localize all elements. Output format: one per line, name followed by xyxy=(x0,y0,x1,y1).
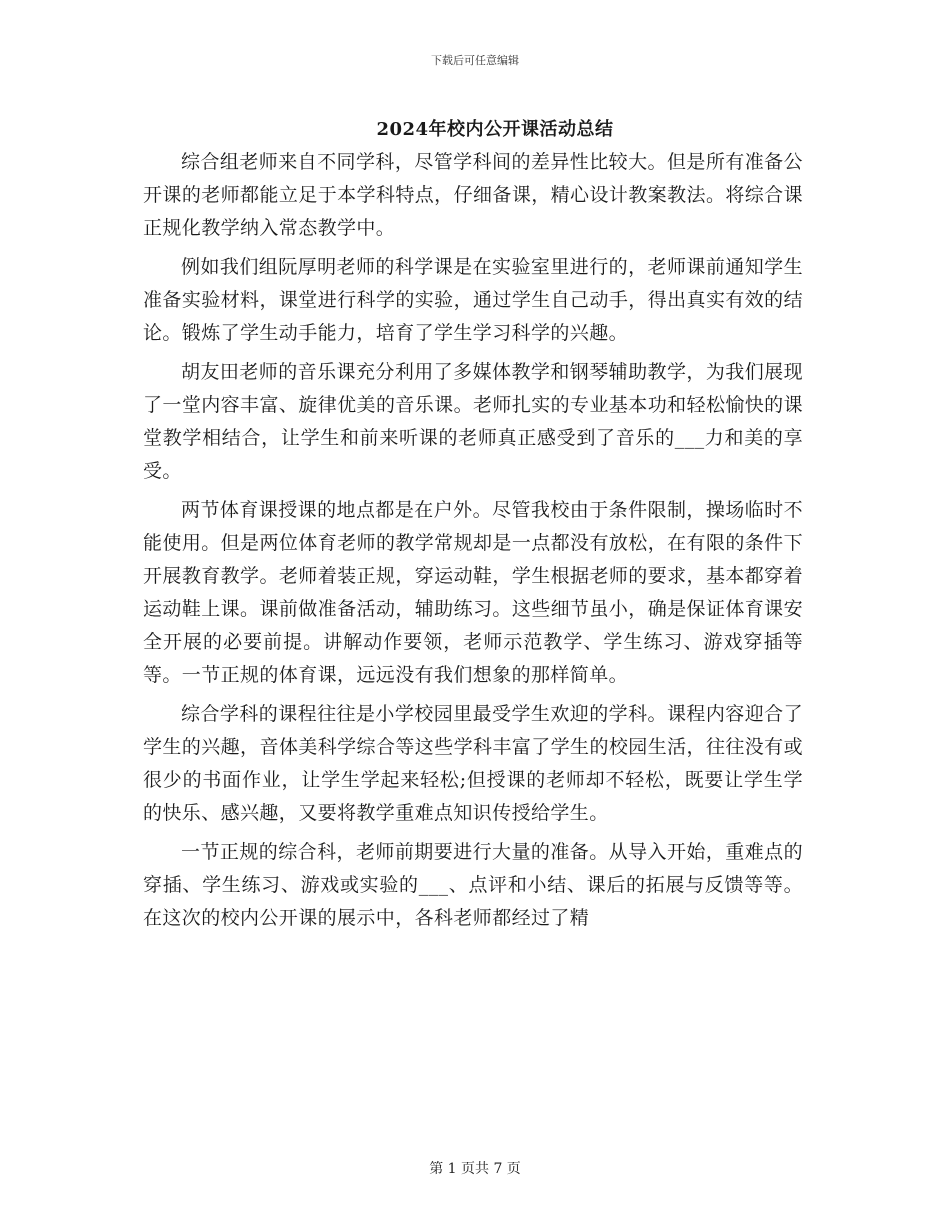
page-footer: 第 1 页共 7 页 xyxy=(429,1161,521,1177)
paragraph: 两节体育课授课的地点都是在户外。尽管我校由于条件限制，操场临时不能使用。但是两位体育老师的教学常规却是一点都没有放松，在有限的条件下开展教育教学。老师着装正规，穿运动鞋，学生根据老师的要求，基本都穿着运动鞋上课。课前做准备活动，辅助练习。这些细节虽小，确是保证体育课安全开展的必要前提。讲解动作要领，老师示范教学、学生练习、游戏穿插等等。一节正规的体育课，远远没有我们想象的那样简单。 xyxy=(143,499,803,686)
paragraph: 胡友田老师的音乐课充分利用了多媒体教学和钢琴辅助教学，为我们展现了一堂内容丰富、旋律优美的音乐课。老师扎实的专业基本功和轻松愉快的课堂教学相结合，让学生和前来听课的老师真正感受到了音乐的___力和美的享受。 xyxy=(143,361,803,482)
document-body xyxy=(143,146,803,941)
paragraph: 综合组老师来自不同学科，尽管学科间的差异性比较大。但是所有准备公开课的老师都能立足于本学科特点，仔细备课，精心设计教案教法。将综合课正规化教学纳入常态教学中。 xyxy=(143,151,803,239)
paragraph: 例如我们组阮厚明老师的科学课是在实验室里进行的，老师课前通知学生准备实验材料，课堂进行科学的实验，通过学生自己动手，得出真实有效的结论。锻炼了学生动手能力，培育了学生学习科学的兴趣。 xyxy=(143,256,803,344)
document-title: 2024年校内公开课活动总结 xyxy=(376,119,614,140)
paragraph: 一节正规的综合科，老师前期要进行大量的准备。从导入开始，重难点的穿插、学生练习、游戏或实验的___、点评和小结、课后的拓展与反馈等等。在这次的校内公开课的展示中，各科老师都经过了精 xyxy=(143,841,803,929)
paragraph: 综合学科的课程往往是小学校园里最受学生欢迎的学科。课程内容迎合了学生的兴趣，音体美科学综合等这些学科丰富了学生的校园生活，往往没有或很少的书面作业，让学生学起来轻松;但授课的老师却不轻松，既要让学生学的快乐、感兴趣，又要将教学重难点知识传授给学生。 xyxy=(143,703,803,824)
page-header: 下载后可任意编辑 xyxy=(431,54,519,67)
